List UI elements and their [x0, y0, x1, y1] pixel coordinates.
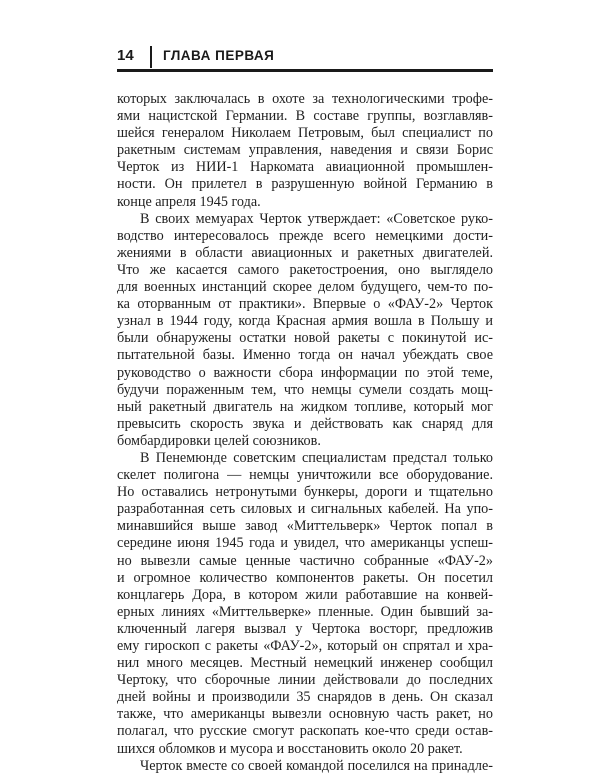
paragraph-line: полагал, что русские смогут раскопать кое-что среди остав- — [117, 723, 493, 740]
paragraph-line: ности. Он прилетел в разрушенную войной Германию в — [117, 176, 493, 193]
paragraph-line: Чертоку, что сборочные линии действовали до последних — [117, 672, 493, 689]
paragraph-line: руководство о важности сбора информации по этой теме, — [117, 364, 493, 381]
header-separator — [150, 46, 152, 68]
paragraph-line: В Пенемюнде советским специалистам предстал только — [140, 449, 493, 466]
paragraph-line: середине июня 1945 года и увидел, что американцы успеш- — [117, 535, 493, 552]
paragraph-line: разработанная сеть силовых и сигнальных кабелей. На упо- — [117, 501, 493, 518]
paragraph-line: будучи пораженным тем, что немцы сумели создать мощ- — [117, 381, 493, 398]
paragraph-line: были обнаружены остатки новой ракеты с покинутой ис- — [117, 330, 493, 347]
paragraph-line: пытательной базы. Именно тогда он начал убеждать свое — [117, 347, 493, 364]
body-text — [117, 91, 493, 775]
header-rule — [117, 69, 493, 72]
paragraph-line: шейся генералом Николаем Петровым, был специалист по — [117, 125, 493, 142]
paragraph-line: ключенный лагеря вызвал у Чертока восторг, предложив — [117, 620, 493, 637]
paragraph-line: концлагерь Дора, в котором жили работавшие на конвей- — [117, 586, 493, 603]
paragraph-line: но вывезли самые ценные частично собранные «ФАУ-2» — [117, 552, 493, 569]
paragraph-line: ракетным системам управления, наведения и связи Борис — [117, 142, 493, 159]
paragraph-line: дней войны и производили 35 снарядов в день. Он сказал — [117, 689, 493, 706]
paragraph-line: превысить скорость звука и действовать как снаряд для — [117, 415, 493, 432]
paragraph-line: Черток вместе со своей командой поселился на принадле- — [140, 757, 493, 774]
chapter-title: ГЛАВА ПЕРВАЯ — [163, 48, 275, 63]
paragraph-line: скелет полигона — немцы уничтожили все оборудование. — [117, 467, 493, 484]
paragraph-line: конце апреля 1945 года. — [117, 193, 261, 210]
paragraph-line: ему гироскоп с ракеты «ФАУ-2», который он спрятал и хра- — [117, 638, 493, 654]
paragraph-line: В своих мемуарах Черток утверждает: «Советское руко- — [140, 210, 493, 227]
paragraph-line: узнал в 1944 году, когда Красная армия вошла в Польшу и — [117, 313, 493, 330]
paragraph-line: Что же касается самого ракетостроения, оно выглядело — [117, 261, 493, 278]
paragraph-line: нил много месяцев. Местный немецкий инженер сообщил — [117, 655, 493, 672]
paragraph-line: шихся обломков и мусора и восстановить около 20 ракет. — [117, 740, 463, 757]
paragraph-line: бомбардировки целей союзников. — [117, 432, 321, 449]
page-number: 14 — [117, 47, 134, 64]
paragraph-line: жениями в области авиационных и ракетных двигателей. — [117, 244, 493, 261]
paragraph-line: ями нацистской Германии. В составе группы, возглавляв- — [117, 108, 493, 125]
paragraph-line: которых заключалась в охоте за технологическими трофе- — [117, 91, 493, 107]
paragraph-line: ка оторванным от практики». Впервые о «ФАУ-2» Черток — [117, 296, 493, 313]
paragraph-line: минавшийся выше завод «Миттельверк» Черток попал в — [117, 518, 493, 535]
paragraph-line: Черток из НИИ-1 Наркомата авиационной промышлен- — [117, 159, 493, 176]
paragraph-line: также, что американцы вывезли основную часть ракет, но — [117, 706, 493, 723]
paragraph-line: ный ракетный двигатель на жидком топливе, который мог — [117, 398, 493, 415]
paragraph-line: Но оставались нетронутыми бункеры, дороги и тщательно — [117, 484, 493, 501]
paragraph-line: ерных линиях «Миттельверке» пленные. Один бывший за- — [117, 603, 493, 620]
paragraph-line: и огромное количество компонентов ракеты. Он посетил — [117, 569, 493, 586]
running-header — [117, 46, 493, 70]
paragraph-line: для военных инстанций скорее делом будущего, чем-то по- — [117, 279, 493, 296]
paragraph-line: водство интересовалось прежде всего немецкими дости- — [117, 227, 493, 244]
